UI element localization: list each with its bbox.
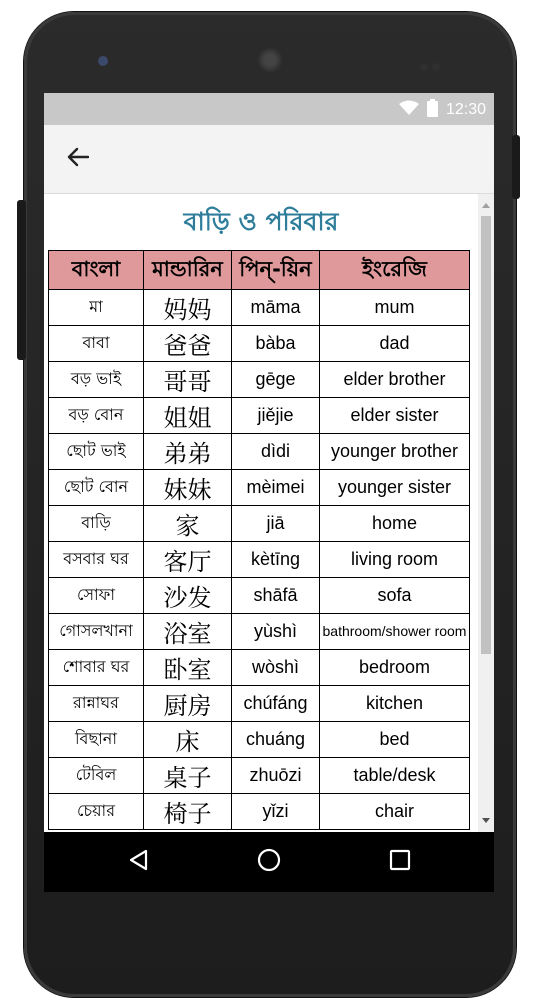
table-row — [49, 506, 470, 542]
mandarin-cell: 客厅 — [144, 542, 232, 578]
bangla-cell: গোসলখানা — [49, 614, 144, 650]
bangla-cell: বড় বোন — [49, 398, 144, 434]
screen — [44, 93, 494, 892]
english-cell: mum — [320, 290, 470, 326]
bangla-cell: চেয়ার — [49, 794, 144, 830]
nav-recents-button[interactable] — [385, 847, 415, 877]
table-row — [49, 398, 470, 434]
mandarin-cell: 妹妹 — [144, 470, 232, 506]
bangla-cell: বাড়ি — [49, 506, 144, 542]
bangla-cell: বসবার ঘর — [49, 542, 144, 578]
mandarin-cell: 卧室 — [144, 650, 232, 686]
back-triangle-icon — [127, 848, 151, 876]
english-cell: bedroom — [320, 650, 470, 686]
mandarin-cell: 弟弟 — [144, 434, 232, 470]
earpiece-speaker — [257, 47, 283, 73]
pinyin-cell: kètīng — [232, 542, 320, 578]
pinyin-cell: shāfā — [232, 578, 320, 614]
bangla-cell: টেবিল — [49, 758, 144, 794]
bangla-cell: মা — [49, 290, 144, 326]
pinyin-cell: gēge — [232, 362, 320, 398]
front-camera — [98, 56, 108, 66]
scroll-down-arrow-icon[interactable] — [482, 818, 490, 823]
table-row — [49, 542, 470, 578]
english-cell: kitchen — [320, 686, 470, 722]
table-row — [49, 578, 470, 614]
table-row — [49, 650, 470, 686]
table-row — [49, 614, 470, 650]
wifi-icon — [399, 100, 419, 120]
mandarin-cell: 桌子 — [144, 758, 232, 794]
home-circle-icon — [256, 847, 282, 877]
english-cell: elder brother — [320, 362, 470, 398]
english-cell: bathroom/shower room — [320, 614, 470, 650]
table-row — [49, 470, 470, 506]
bangla-cell: ছোট বোন — [49, 470, 144, 506]
scrollbar[interactable] — [478, 194, 494, 832]
english-cell: home — [320, 506, 470, 542]
table-row — [49, 758, 470, 794]
vocabulary-table — [48, 250, 470, 830]
table-row — [49, 362, 470, 398]
header-mandarin: মান্ডারিন — [144, 251, 232, 290]
english-cell: chair — [320, 794, 470, 830]
english-cell: living room — [320, 542, 470, 578]
mandarin-cell: 姐姐 — [144, 398, 232, 434]
power-button — [512, 135, 520, 199]
english-cell: table/desk — [320, 758, 470, 794]
scroll-up-arrow-icon[interactable] — [482, 203, 490, 208]
english-cell: elder sister — [320, 398, 470, 434]
status-bar — [44, 93, 494, 125]
content-area[interactable] — [44, 194, 478, 832]
mandarin-cell: 爸爸 — [144, 326, 232, 362]
table-row — [49, 722, 470, 758]
header-bangla: বাংলা — [49, 251, 144, 290]
bangla-cell: সোফা — [49, 578, 144, 614]
table-row — [49, 794, 470, 830]
bangla-cell: রান্নাঘর — [49, 686, 144, 722]
status-time: 12:30 — [445, 101, 486, 118]
mandarin-cell: 厨房 — [144, 686, 232, 722]
nav-back-button[interactable] — [124, 847, 154, 877]
mandarin-cell: 床 — [144, 722, 232, 758]
bangla-cell: বাবা — [49, 326, 144, 362]
english-cell: younger brother — [320, 434, 470, 470]
recents-square-icon — [389, 849, 411, 875]
mandarin-cell: 沙发 — [144, 578, 232, 614]
mandarin-cell: 浴室 — [144, 614, 232, 650]
navigation-bar — [44, 832, 494, 892]
pinyin-cell: jiějie — [232, 398, 320, 434]
table-row — [49, 290, 470, 326]
pinyin-cell: māma — [232, 290, 320, 326]
back-button[interactable] — [64, 145, 92, 173]
table-header-row — [49, 251, 470, 290]
english-cell: younger sister — [320, 470, 470, 506]
battery-icon — [427, 99, 438, 121]
pinyin-cell: zhuōzi — [232, 758, 320, 794]
english-cell: bed — [320, 722, 470, 758]
pinyin-cell: yùshì — [232, 614, 320, 650]
nav-home-button[interactable] — [254, 847, 284, 877]
bangla-cell: বড় ভাই — [49, 362, 144, 398]
bangla-cell: শোবার ঘর — [49, 650, 144, 686]
mandarin-cell: 家 — [144, 506, 232, 542]
volume-button — [17, 200, 26, 360]
table-row — [49, 326, 470, 362]
pinyin-cell: chúfáng — [232, 686, 320, 722]
pinyin-cell: yǐzi — [232, 794, 320, 830]
mandarin-cell: 椅子 — [144, 794, 232, 830]
bangla-cell: ছোট ভাই — [49, 434, 144, 470]
pinyin-cell: jiā — [232, 506, 320, 542]
mandarin-cell: 哥哥 — [144, 362, 232, 398]
pinyin-cell: bàba — [232, 326, 320, 362]
pinyin-cell: dìdi — [232, 434, 320, 470]
english-cell: dad — [320, 326, 470, 362]
proximity-sensors — [420, 56, 450, 64]
pinyin-cell: wòshì — [232, 650, 320, 686]
english-cell: sofa — [320, 578, 470, 614]
pinyin-cell: chuáng — [232, 722, 320, 758]
table-row — [49, 686, 470, 722]
header-english: ইংরেজি — [320, 251, 470, 290]
table-row — [49, 434, 470, 470]
bangla-cell: বিছানা — [49, 722, 144, 758]
pinyin-cell: mèimei — [232, 470, 320, 506]
app-bar — [44, 125, 494, 194]
scrollbar-thumb[interactable] — [481, 216, 491, 654]
page-title: বাড়ি ও পরিবার — [183, 207, 339, 236]
header-pinyin: পিন্-য়িন — [232, 251, 320, 290]
arrow-left-icon — [67, 147, 89, 171]
mandarin-cell: 妈妈 — [144, 290, 232, 326]
